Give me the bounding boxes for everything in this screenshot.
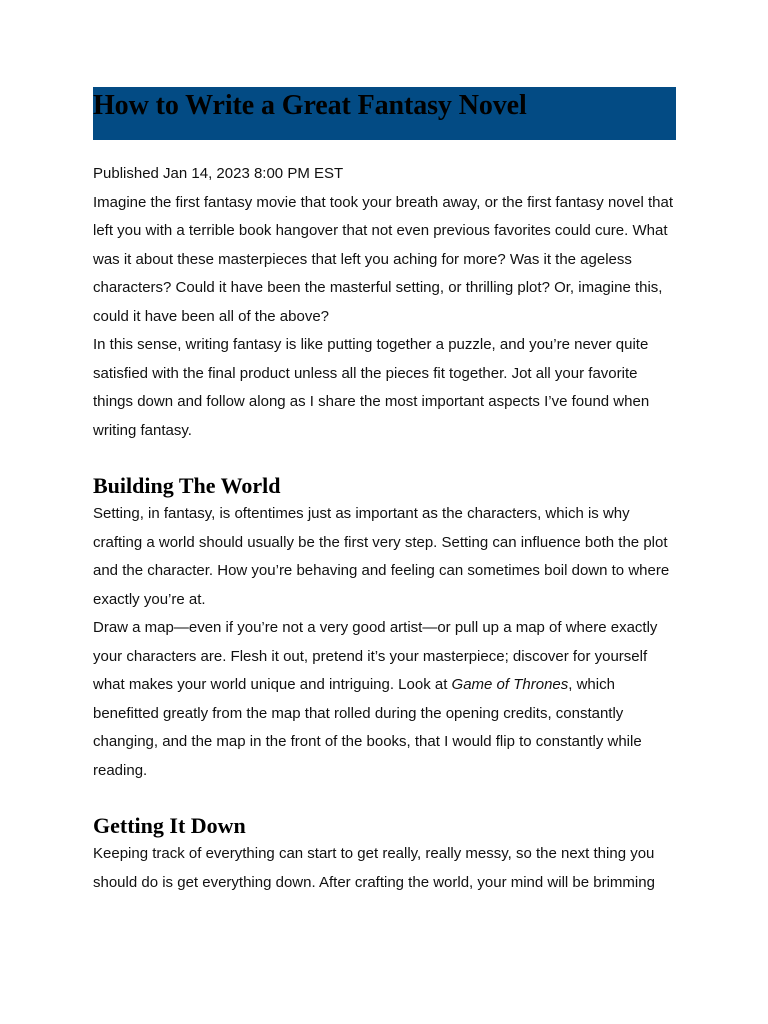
game-of-thrones-title: Game of Thrones	[451, 676, 569, 693]
section-1-paragraph-2	[93, 614, 676, 785]
section-1-paragraph-2-text-a: Draw a map—even if you’re not a very good artist—or pull up a map of where exactly your characters are. Flesh it out, pretend it’s your masterpiece; discover for yourself what makes your world unique and intriguing. Look at	[93, 619, 658, 693]
section-heading-building-the-world: Building The World	[93, 473, 281, 498]
section-1-paragraph-1: Setting, in fantasy, is oftentimes just as important as the characters, which is why crafting a world should usually be the first very step. Setting can influence both the plot and the character. How you’re behaving and feeling can sometimes boil down to where exactly you’re at.	[93, 505, 670, 608]
title-banner	[93, 87, 676, 140]
intro-paragraph-2: In this sense, writing fantasy is like putting together a puzzle, and you’re never quite satisfied with the final product unless all the pieces fit together. Jot all your favorite things down and follow along as I share the most important aspects I’ve found when writing fantasy.	[93, 336, 650, 439]
section-1-paragraph-2-text-b: , which benefitted greatly from the map that rolled during the opening credits, constantly changing, and the map in the front of the books, that I would flip to constantly while reading.	[93, 676, 642, 779]
published-date: Published Jan 14, 2023 8:00 PM EST	[93, 165, 344, 182]
intro-paragraph-1: Imagine the first fantasy movie that took your breath away, or the first fantasy novel that left you with a terrible book hangover that not even previous favorites could cure. What was it about these masterpieces that left you aching for more? Was it the ageless characters? Could it have been the masterful setting, or thrilling plot? Or, imagine this, could it have been all of the above?	[93, 193, 674, 325]
article	[93, 87, 676, 897]
section-2-paragraph-1: Keeping track of everything can start to get really, really messy, so the next thing you should do is get everything down. After crafting the world, your mind will be brimming	[93, 845, 655, 891]
article-title: How to Write a Great Fantasy Novel	[93, 90, 527, 121]
section-heading-getting-it-down: Getting It Down	[93, 813, 246, 838]
